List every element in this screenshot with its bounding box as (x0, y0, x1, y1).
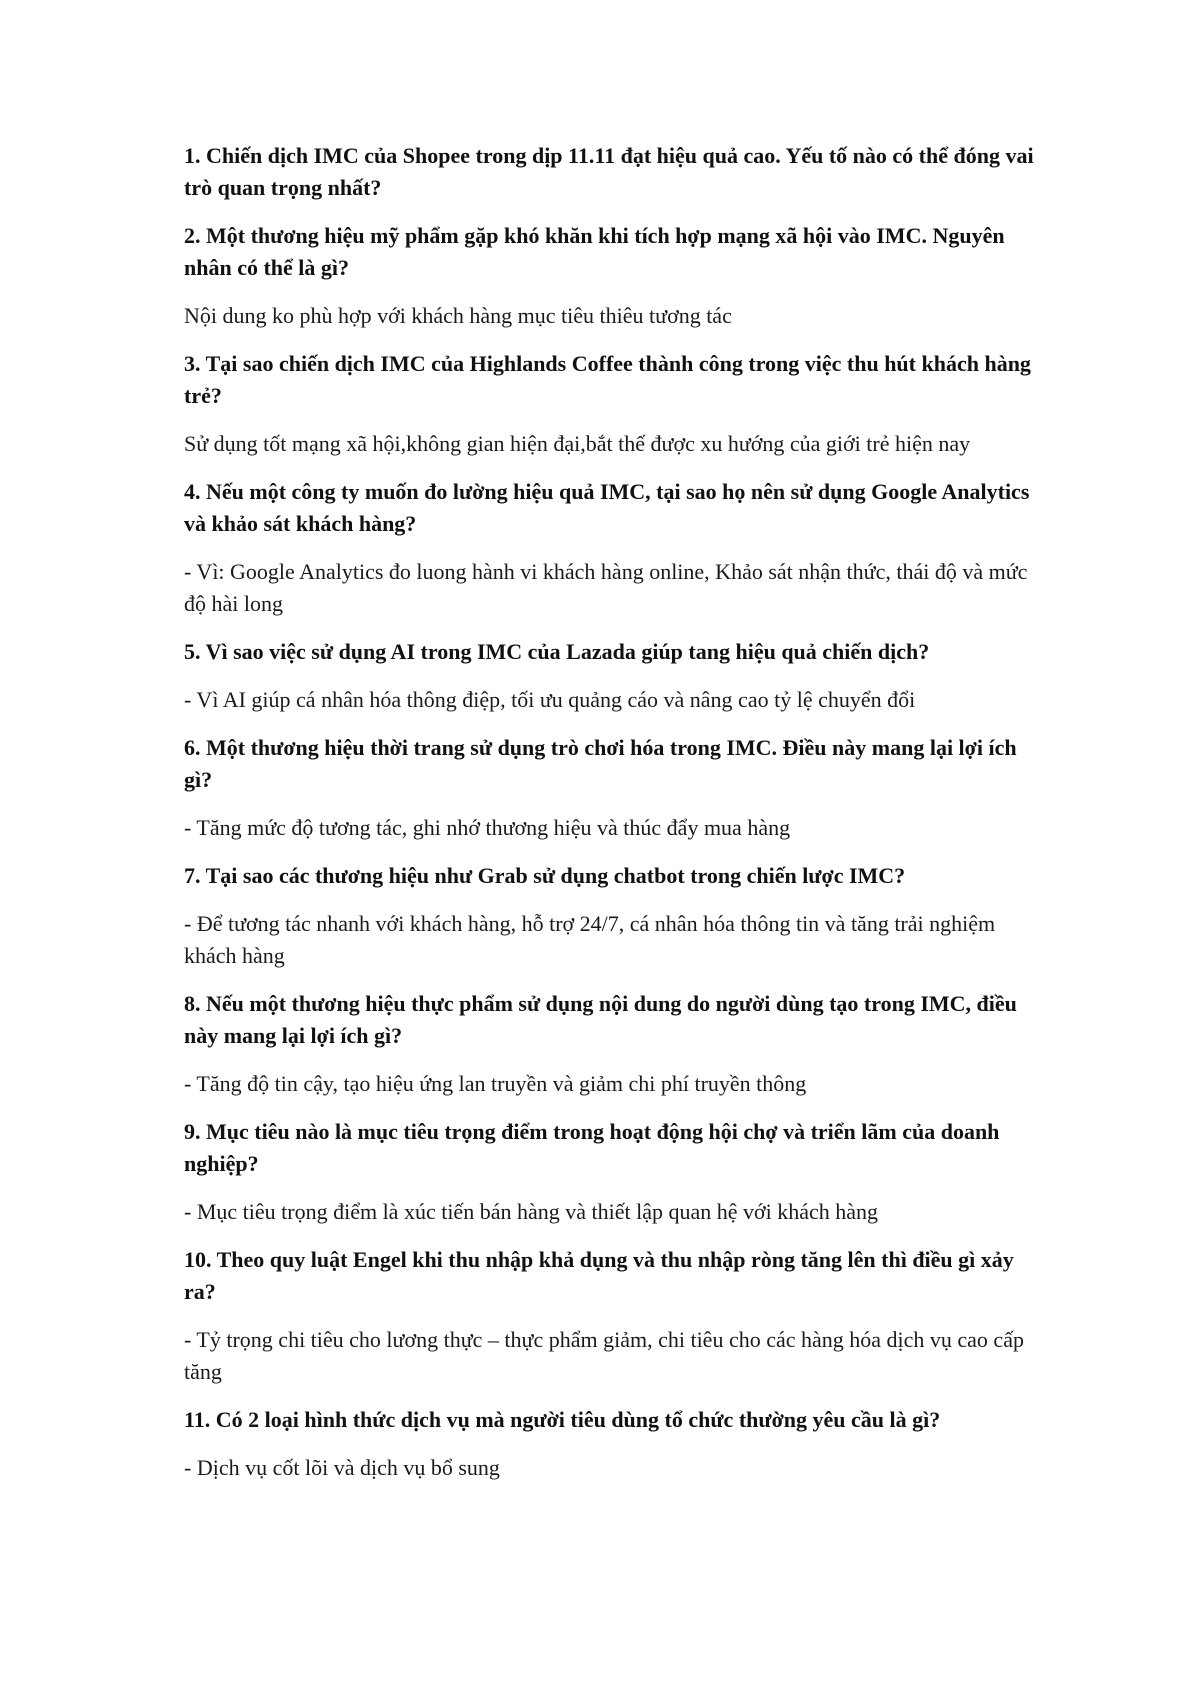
qa-item-7 (184, 860, 1034, 972)
answer-2: Nội dung ko phù hợp với khách hàng mục tiêu thiêu tương tác (184, 303, 732, 328)
question-6: 6. Một thương hiệu thời trang sử dụng trò chơi hóa trong IMC. Điều này mang lại lợi ích gì? (184, 735, 1017, 792)
question-10: 10. Theo quy luật Engel khi thu nhập khả dụng và thu nhập ròng tăng lên thì điều gì xảy ra? (184, 1247, 1014, 1304)
answer-10: - Tỷ trọng chi tiêu cho lương thực – thực phẩm giảm, chi tiêu cho các hàng hóa dịch vụ cao cấp tăng (184, 1327, 1024, 1384)
answer-6: - Tăng mức độ tương tác, ghi nhớ thương hiệu và thúc đẩy mua hàng (184, 815, 791, 840)
qa-item-6 (184, 732, 1034, 844)
answer-7: - Để tương tác nhanh với khách hàng, hỗ trợ 24/7, cá nhân hóa thông tin và tăng trải nghiệm khách hàng (184, 911, 996, 968)
qa-item-10 (184, 1244, 1034, 1388)
document-page (184, 140, 1034, 1500)
answer-9: - Mục tiêu trọng điểm là xúc tiến bán hàng và thiết lập quan hệ với khách hàng (184, 1199, 879, 1224)
question-11: 11. Có 2 loại hình thức dịch vụ mà người tiêu dùng tổ chức thường yêu cầu là gì? (184, 1407, 941, 1432)
answer-4: - Vì: Google Analytics đo luong hành vi khách hàng online, Khảo sát nhận thức, thái độ và mức độ hài long (184, 559, 1028, 616)
question-4: 4. Nếu một công ty muốn đo lường hiệu quả IMC, tại sao họ nên sử dụng Google Analytics và khảo sát khách hàng? (184, 479, 1030, 536)
question-7: 7. Tại sao các thương hiệu như Grab sử dụng chatbot trong chiến lược IMC? (184, 863, 906, 888)
answer-8: - Tăng độ tin cậy, tạo hiệu ứng lan truyền và giảm chi phí truyền thông (184, 1071, 807, 1096)
answer-11: - Dịch vụ cốt lõi và dịch vụ bổ sung (184, 1455, 500, 1480)
qa-item-5 (184, 636, 1034, 716)
qa-item-3 (184, 348, 1034, 460)
qa-item-9 (184, 1116, 1034, 1228)
answer-3: Sử dụng tốt mạng xã hội,không gian hiện đại,bắt thế được xu hướng của giới trẻ hiện nay (184, 431, 971, 456)
answer-5: - Vì AI giúp cá nhân hóa thông điệp, tối ưu quảng cáo và nâng cao tỷ lệ chuyển đổi (184, 687, 916, 712)
question-1: 1. Chiến dịch IMC của Shopee trong dịp 11.11 đạt hiệu quả cao. Yếu tố nào có thể đóng vai trò quan trọng nhất? (184, 143, 1034, 200)
question-8: 8. Nếu một thương hiệu thực phẩm sử dụng nội dung do người dùng tạo trong IMC, điều này mang lại lợi ích gì? (184, 991, 1017, 1048)
question-5: 5. Vì sao việc sử dụng AI trong IMC của Lazada giúp tang hiệu quả chiến dịch? (184, 639, 930, 664)
question-2: 2. Một thương hiệu mỹ phẩm gặp khó khăn khi tích hợp mạng xã hội vào IMC. Nguyên nhân có thể là gì? (184, 223, 1005, 280)
question-9: 9. Mục tiêu nào là mục tiêu trọng điểm trong hoạt động hội chợ và triển lãm của doanh nghiệp? (184, 1119, 1000, 1176)
question-3: 3. Tại sao chiến dịch IMC của Highlands Coffee thành công trong việc thu hút khách hàng trẻ? (184, 351, 1031, 408)
qa-item-11 (184, 1404, 1034, 1484)
qa-item-8 (184, 988, 1034, 1100)
qa-item-4 (184, 476, 1034, 620)
qa-item-1 (184, 140, 1034, 204)
qa-item-2 (184, 220, 1034, 332)
